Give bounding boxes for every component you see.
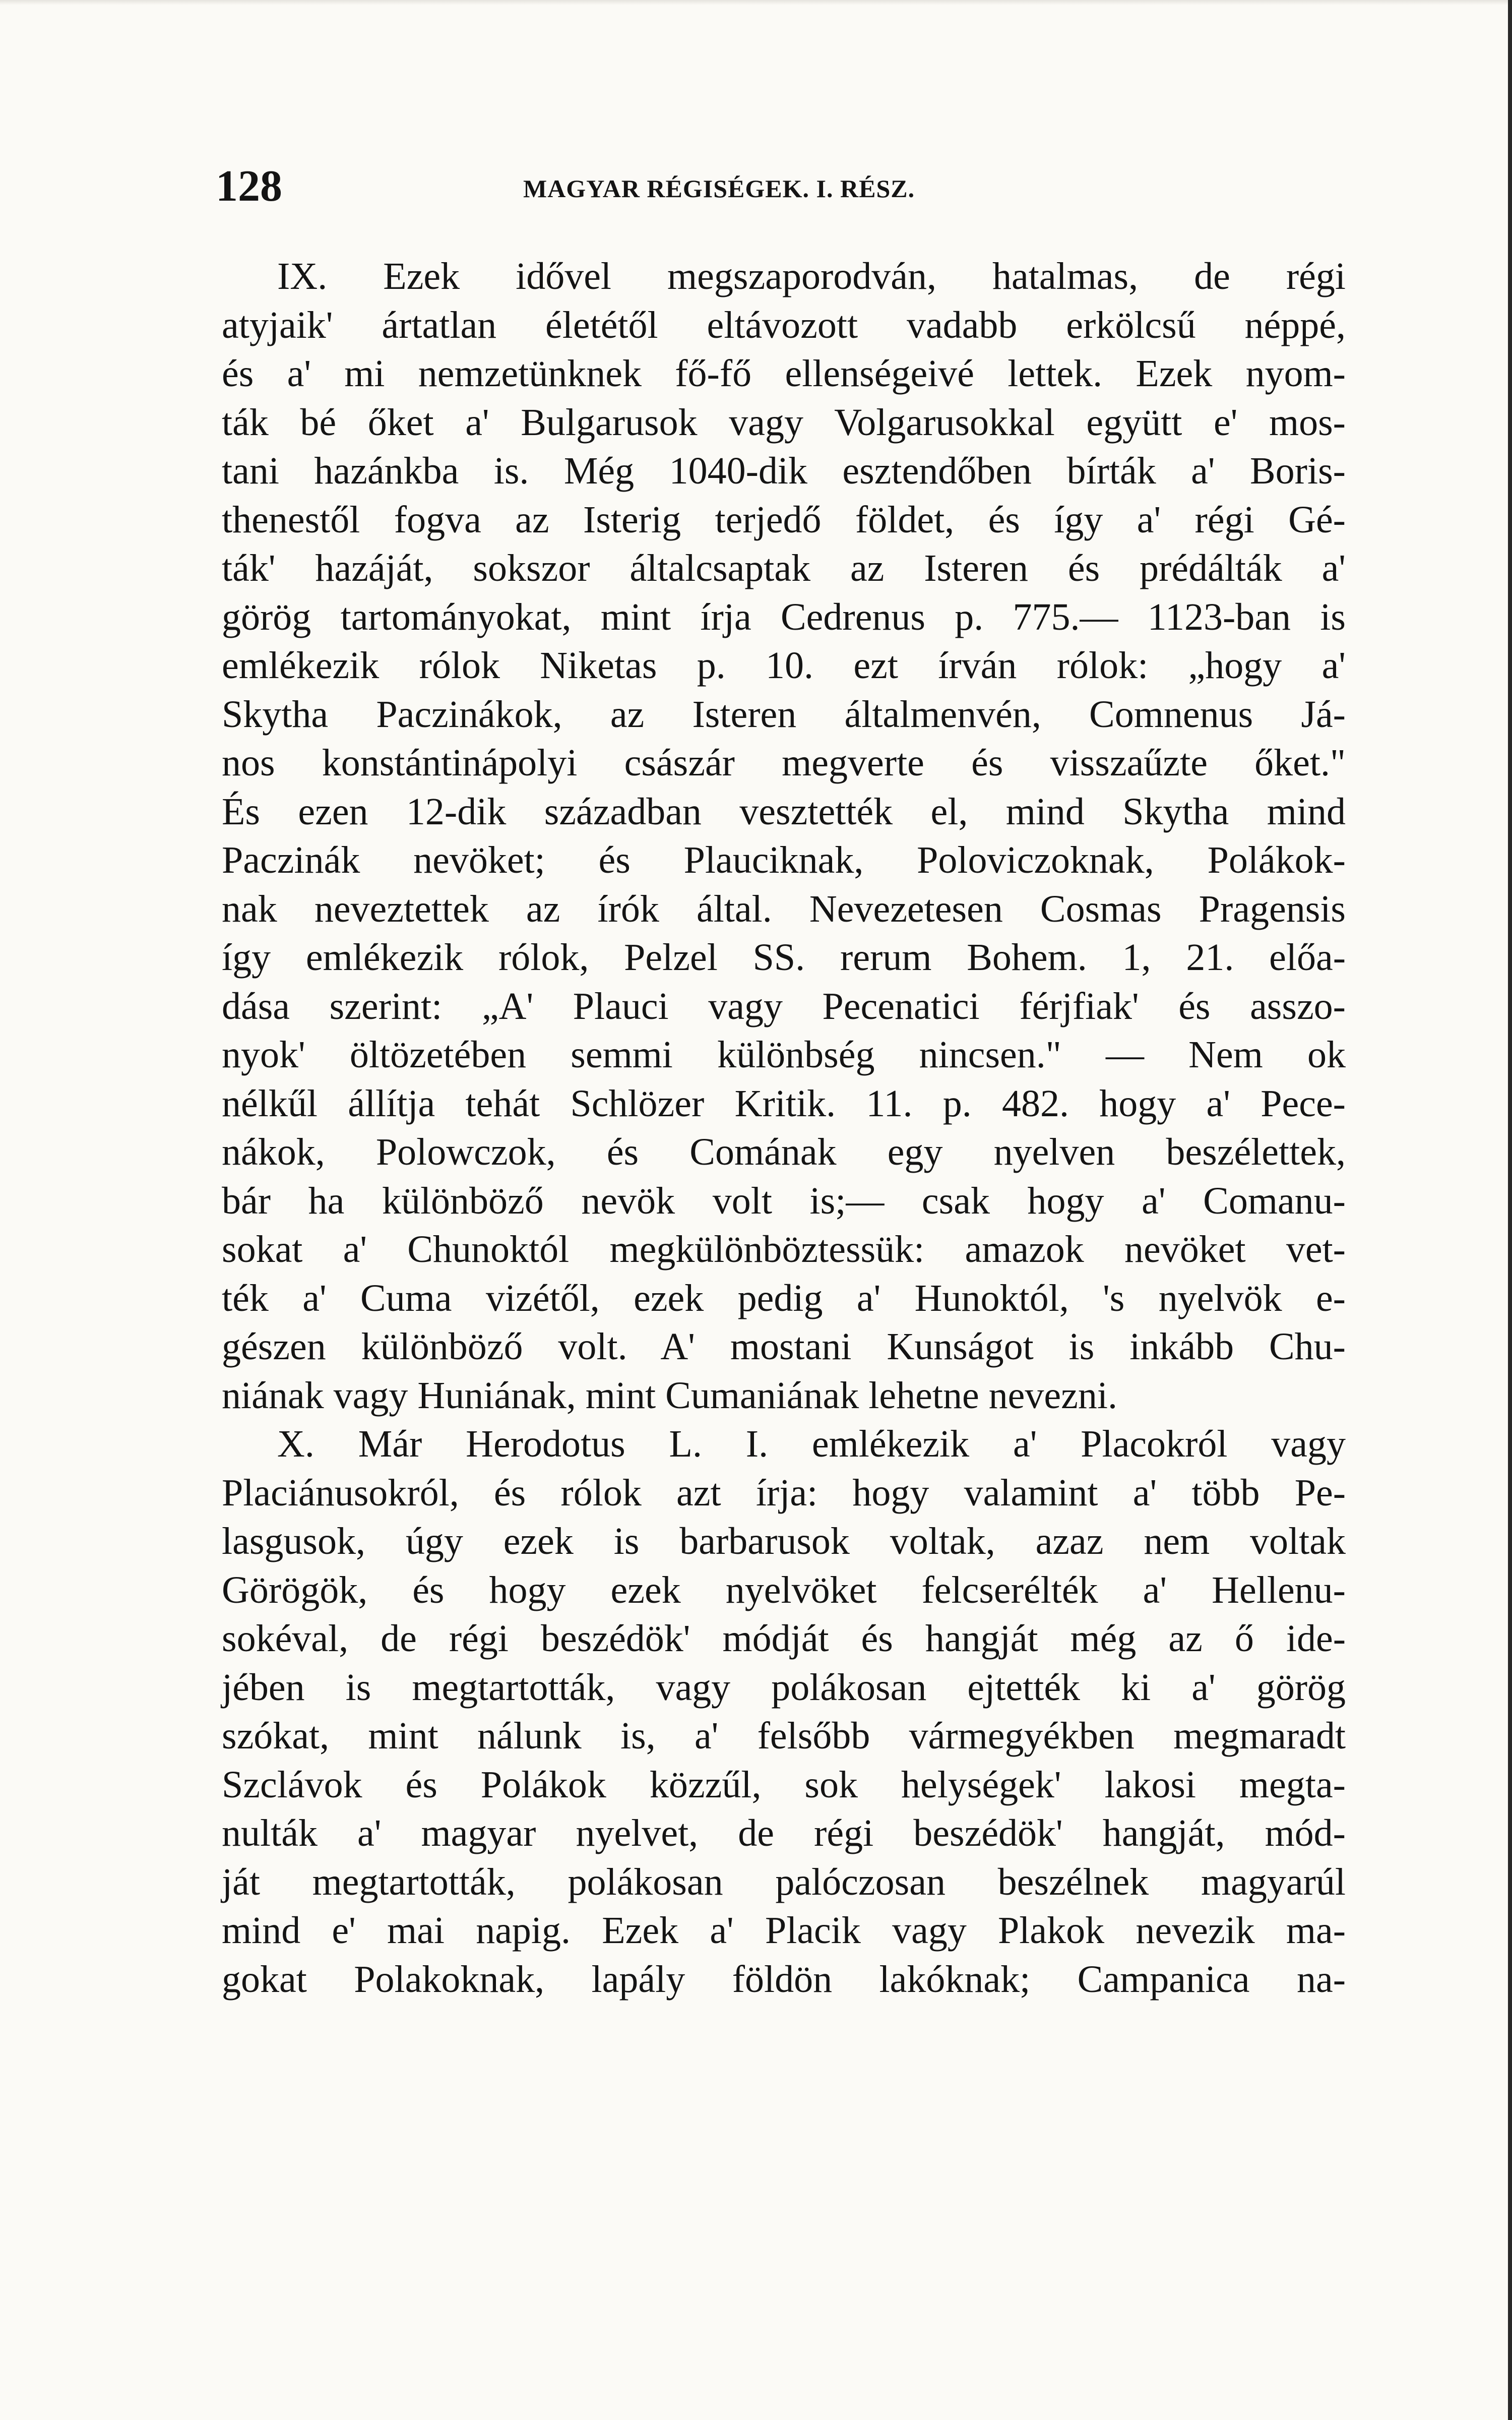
scan-right-edge xyxy=(1508,0,1512,2420)
text-line: Paczinák nevöket; és Plauciknak, Poloviczoknak, Polákok- xyxy=(222,839,1346,881)
text-line: ták' hazáját, sokszor általcsaptak az Isteren és prédálták a' xyxy=(222,547,1346,589)
text-line: lasgusok, úgy ezek is barbarusok voltak, azaz nem voltak xyxy=(222,1520,1346,1562)
text-line: atyjaik' ártatlan életétől eltávozott vadabb erkölcsű néppé, xyxy=(222,304,1346,346)
text-line: emlékezik rólok Niketas p. 10. ezt írván rólok: „hogy a' xyxy=(222,644,1346,687)
running-head: MAGYAR RÉGISÉGEK. I. RÉSZ. xyxy=(523,174,915,203)
text-line: nyok' öltözetében semmi különbség nincsen." — Nem ok xyxy=(222,1034,1346,1076)
text-line: mind e' mai napig. Ezek a' Placik vagy Plakok nevezik ma- xyxy=(222,1909,1346,1952)
text-line: ját megtartották, polákosan palóczosan beszélnek magyarúl xyxy=(222,1860,1346,1903)
text-line: bár ha különböző nevök volt is;— csak hogy a' Comanu- xyxy=(222,1179,1346,1222)
text-line: jében is megtartották, vagy polákosan ejtették ki a' görög xyxy=(222,1666,1346,1709)
text-line: niának vagy Huniának, mint Cumaniának lehetne nevezni. xyxy=(222,1374,1117,1417)
text-line: nak neveztettek az írók által. Nevezetesen Cosmas Pragensis xyxy=(222,887,1346,930)
text-line: Skytha Paczinákok, az Isteren általmenvén, Comnenus Já- xyxy=(222,693,1346,736)
scan-top-edge xyxy=(0,0,1512,5)
text-line: dása szerint: „A' Plauci vagy Pecenatici férjfiak' és asszo- xyxy=(222,985,1346,1027)
text-line: sokéval, de régi beszédök' módját és hangját még az ő ide- xyxy=(222,1617,1346,1660)
text-line: thenestől fogva az Isterig terjedő földet, és így a' régi Gé- xyxy=(222,498,1346,541)
body-text xyxy=(222,252,1346,2004)
text-line: Görögök, és hogy ezek nyelvöket felcserélték a' Hellenu- xyxy=(222,1568,1346,1611)
text-line: gészen különböző volt. A' mostani Kunságot is inkább Chu- xyxy=(222,1325,1346,1368)
text-line: Szclávok és Polákok közzűl, sok helységek' lakosi megta- xyxy=(222,1763,1346,1806)
text-line: nos konstántinápolyi császár megverte és visszaűzte őket." xyxy=(222,742,1346,784)
text-line: nulták a' magyar nyelvet, de régi beszédök' hangját, mód- xyxy=(222,1812,1346,1854)
text-line: sokat a' Chunoktól megkülönböztessük: amazok nevöket vet- xyxy=(222,1228,1346,1270)
text-line: Placiánusokról, és rólok azt írja: hogy valamint a' több Pe- xyxy=(222,1471,1346,1514)
text-line: IX. Ezek idővel megszaporodván, hatalmas, de régi xyxy=(277,255,1346,297)
text-line: ték a' Cuma vizétől, ezek pedig a' Hunoktól, 's nyelvök e- xyxy=(222,1277,1346,1319)
text-line: És ezen 12-dik században vesztették el, mind Skytha mind xyxy=(222,790,1346,833)
text-line: X. Már Herodotus L. I. emlékezik a' Placokról vagy xyxy=(277,1423,1346,1465)
page-number: 128 xyxy=(216,162,282,211)
text-line: így emlékezik rólok, Pelzel SS. rerum Bohem. 1, 21. előa- xyxy=(222,936,1346,979)
text-line: tani hazánkba is. Még 1040-dik esztendőben bírták a' Boris- xyxy=(222,450,1346,492)
text-line: szókat, mint nálunk is, a' felsőbb vármegyékben megmaradt xyxy=(222,1715,1346,1757)
text-line: nákok, Polowczok, és Comának egy nyelven beszélettek, xyxy=(222,1131,1346,1173)
text-line: ták bé őket a' Bulgarusok vagy Volgarusokkal együtt e' mos- xyxy=(222,401,1346,444)
text-line: nélkűl állítja tehát Schlözer Kritik. 11. p. 482. hogy a' Pece- xyxy=(222,1082,1346,1125)
text-line: és a' mi nemzetünknek fő-fő ellenségeivé lettek. Ezek nyom- xyxy=(222,352,1346,395)
text-line: görög tartományokat, mint írja Cedrenus p. 775.— 1123-ban is xyxy=(222,595,1346,638)
page-header xyxy=(216,151,1325,212)
text-line: gokat Polakoknak, lapály földön lakóknak; Campanica na- xyxy=(222,1958,1346,2001)
